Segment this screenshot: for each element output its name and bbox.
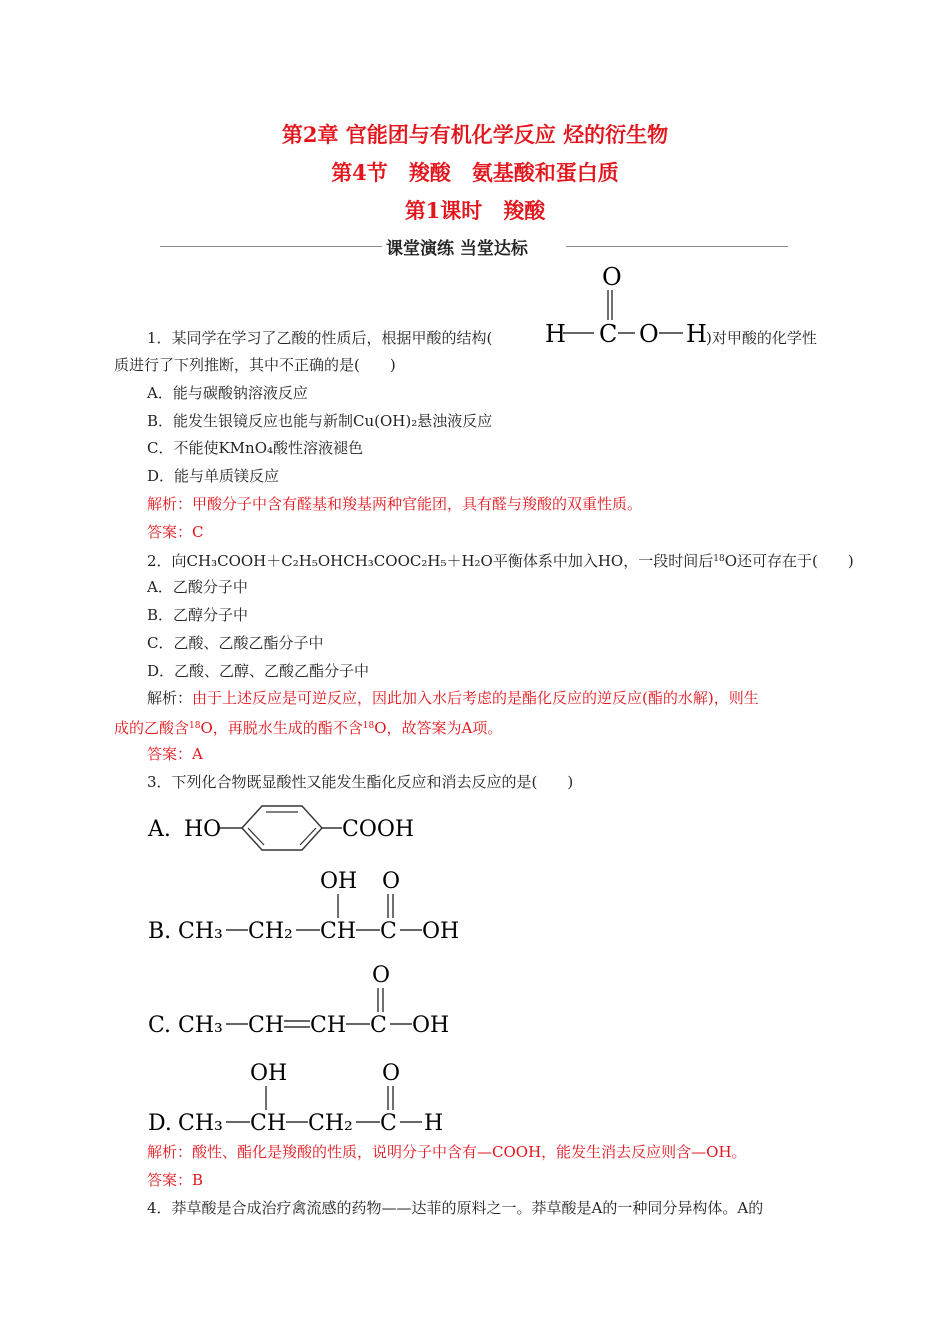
a-label: A.: [148, 817, 171, 842]
isotope-18-b: 18: [362, 721, 375, 731]
q2-analysis-2c: O，故答案为A项。: [374, 719, 503, 737]
d-h: H: [424, 1111, 444, 1136]
b-o-top: O: [382, 869, 401, 894]
c-c: C: [370, 1013, 387, 1038]
b-oh: OH: [422, 919, 460, 944]
q3-option-a-structure: [144, 800, 424, 856]
a-ho: HO: [184, 817, 222, 842]
q1-option-b: B．能发生银镜反应也能与新制Cu(OH)₂悬浊液反应: [147, 412, 493, 430]
c-o-top: O: [372, 963, 391, 988]
q2-stem-part2: O还可存在于( ): [724, 552, 854, 570]
q3-option-c-structure: [144, 958, 474, 1038]
d-ch2: CH₂: [308, 1111, 353, 1136]
formula-c: C: [599, 320, 618, 348]
q2-option-a: A．乙酸分子中: [147, 578, 248, 596]
c-ch-1: CH: [248, 1013, 285, 1038]
q3-option-d-structure: [144, 1054, 474, 1136]
q2-analysis-line2: [114, 716, 502, 738]
c-ch-2: CH: [310, 1013, 347, 1038]
b-ch3: CH₃: [178, 919, 223, 944]
q2-analysis-text1: 由于上述反应是可逆反应，因此加入水后考虑的是酯化反应的逆反应(酯的水解)，则生: [192, 689, 759, 707]
banner-label: 课堂演练 当堂达标: [386, 239, 528, 259]
q1-option-d: D．能与单质镁反应: [147, 467, 280, 485]
q3-answer: 答案：B: [147, 1171, 204, 1189]
c-ch3: CH₃: [178, 1013, 223, 1038]
formula-o-top: O: [602, 263, 622, 291]
lesson-title: 第1课时 羧酸: [404, 198, 546, 223]
q1-stem-part1: 1．某同学在学习了乙酸的性质后，根据甲酸的结构(: [147, 329, 493, 347]
d-ch: CH: [250, 1111, 287, 1136]
q1-option-c: C．不能使KMnO₄酸性溶液褪色: [147, 439, 364, 457]
q2-answer: 答案：A: [147, 745, 203, 763]
q2-analysis-line1: [147, 688, 759, 708]
b-ch: CH: [320, 919, 357, 944]
q2-stem-part1: 2．向CH₃COOH＋C₂H₅OHCH₃COOC₂H₅＋H₂O平衡体系中加入HO，一段时间后: [147, 552, 714, 570]
banner-rule-left: [160, 246, 382, 247]
q4-stem: 4．莽草酸是合成治疗禽流感的药物——达菲的原料之一。莽草酸是A的一种同分异构体。A的: [147, 1199, 764, 1217]
section-title: 第4节 羧酸 氨基酸和蛋白质: [331, 160, 619, 185]
q2-analysis-2b: O，再脱水生成的酯不含: [200, 719, 363, 737]
formula-h-right: H: [686, 320, 707, 348]
q2-option-b: B．乙醇分子中: [147, 606, 249, 624]
q2-stem: [147, 549, 854, 571]
q3-option-b-structure: [144, 862, 474, 946]
d-c: C: [380, 1111, 397, 1136]
d-ch3: CH₃: [178, 1111, 223, 1136]
d-o-top: O: [382, 1061, 401, 1086]
q2-option-d: D．乙酸、乙醇、乙酸乙酯分子中: [147, 662, 370, 680]
q1-analysis: 解析：甲酸分子中含有醛基和羧基两种官能团，具有醛与羧酸的双重性质。: [147, 495, 643, 513]
d-label: D.: [148, 1111, 172, 1136]
isotope-18: 18: [713, 554, 725, 564]
isotope-18-a: 18: [189, 721, 201, 731]
a-cooh: COOH: [342, 817, 415, 842]
q1-stem-line2: 质进行了下列推断，其中不正确的是( ): [114, 356, 396, 374]
d-oh-top: OH: [250, 1061, 288, 1086]
formula-o: O: [639, 320, 659, 348]
chapter-title: 第2章 官能团与有机化学反应 烃的衍生物: [281, 122, 669, 147]
q2-option-c: C．乙酸、乙酸乙酯分子中: [147, 634, 324, 652]
q1-stem-part2: )对甲酸的化学性: [706, 329, 817, 347]
banner-rule-right: [566, 246, 788, 247]
q2-analysis-2a: 成的乙酸含: [114, 719, 190, 737]
q2-analysis-label: 解析：: [147, 689, 193, 707]
q1-answer: 答案：C: [147, 523, 204, 541]
q3-stem: 3．下列化合物既显酸性又能发生酯化反应和消去反应的是( ): [147, 773, 574, 791]
formula-h-left: H: [545, 320, 566, 348]
b-oh-top: OH: [320, 869, 358, 894]
b-label: B.: [148, 919, 172, 944]
q3-analysis: 解析：酸性、酯化是羧酸的性质，说明分子中含有—COOH，能发生消去反应则含—OH。: [147, 1143, 747, 1161]
b-c: C: [380, 919, 397, 944]
q1-option-a: A．能与碳酸钠溶液反应: [147, 384, 308, 402]
c-label: C.: [148, 1013, 172, 1038]
b-ch2: CH₂: [248, 919, 293, 944]
c-oh: OH: [412, 1013, 450, 1038]
formic-acid-structure: [536, 260, 712, 352]
